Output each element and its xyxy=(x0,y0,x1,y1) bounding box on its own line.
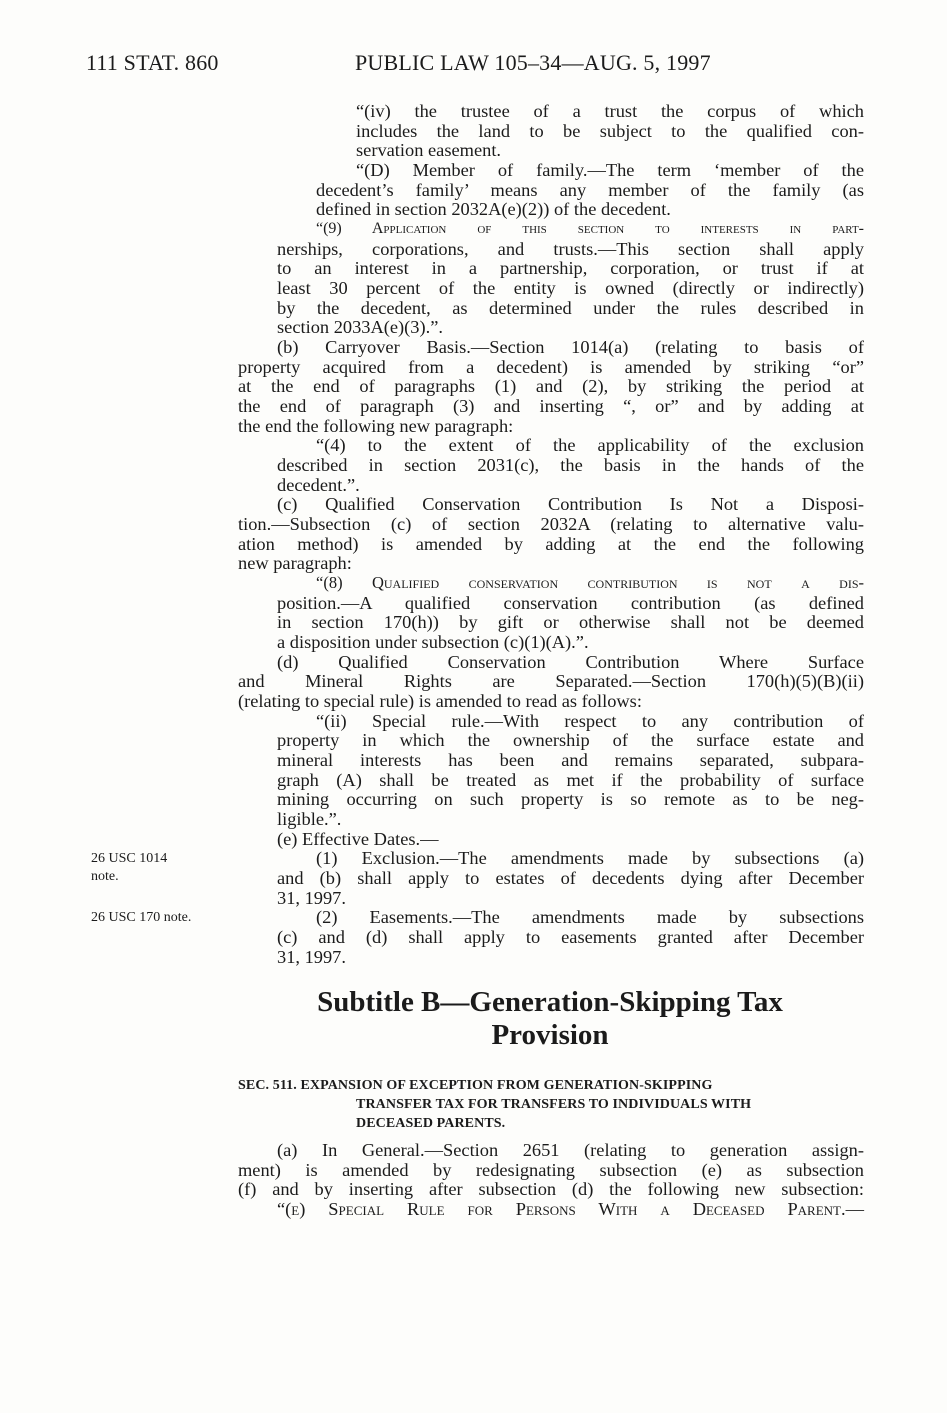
text-line: property acquired from a decedent) is amended by striking “or” xyxy=(238,357,864,377)
text-line: (d) Qualified Conservation Contribution Where Surface xyxy=(277,652,864,672)
text-line: mining occurring on such property is so remote as to be neg- xyxy=(277,789,864,809)
text-line: position.—A qualified conservation contribution (as defined xyxy=(277,593,864,613)
text-line: defined in section 2032A(e)(2)) of the decedent. xyxy=(316,199,671,219)
text-line: (f) and by inserting after subsection (d) the following new subsection: xyxy=(238,1179,864,1199)
text-line: (relating to special rule) is amended to read as follows: xyxy=(238,691,642,711)
section-heading-continued: TRANSFER TAX FOR TRANSFERS TO INDIVIDUALS WITH xyxy=(356,1097,752,1112)
section-heading-continued: DECEASED PARENTS. xyxy=(356,1116,506,1131)
page-reference: 111 STAT. 860 xyxy=(86,50,219,75)
text-line: ligible.”. xyxy=(277,809,342,829)
text-line: and (b) shall apply to estates of decedents dying after December xyxy=(277,868,864,888)
text-line: least 30 percent of the entity is owned (directly or indirectly) xyxy=(277,278,864,298)
running-title: PUBLIC LAW 105–34—AUG. 5, 1997 xyxy=(355,50,711,75)
text-line: (c) Qualified Conservation Contribution Is Not a Disposi- xyxy=(277,494,864,514)
subtitle-heading: Subtitle B—Generation-Skipping Tax xyxy=(317,986,783,1018)
text-line: “(D) Member of family.—The term ‘member of the xyxy=(356,160,864,180)
text-line: and Mineral Rights are Separated.—Section 170(h)(5)(B)(ii) xyxy=(238,671,864,691)
text-line: graph (A) shall be treated as met if the probability of surface xyxy=(277,770,864,790)
text-line: “(e) Special Rule for Persons With a Deceased Parent.— xyxy=(277,1199,864,1219)
text-line: (e) Effective Dates.— xyxy=(277,829,439,849)
text-line: ment) is amended by redesignating subsection (e) as subsection xyxy=(238,1160,864,1180)
text-line: section 2033A(e)(3).”. xyxy=(277,317,443,337)
text-line: (2) Easements.—The amendments made by subsections xyxy=(316,907,864,927)
margin-note: note. xyxy=(91,869,119,884)
text-line: “(9) Application of this section to interests in part- xyxy=(316,220,864,237)
text-line: new paragraph: xyxy=(238,553,352,573)
text-line: nerships, corporations, and trusts.—This section shall apply xyxy=(277,239,864,259)
text-line: 31, 1997. xyxy=(277,888,346,908)
text-line: to an interest in a partnership, corporation, or trust if at xyxy=(277,258,864,278)
text-line: tion.—Subsection (c) of section 2032A (relating to alternative valu- xyxy=(238,514,864,534)
section-heading: SEC. 511. EXPANSION OF EXCEPTION FROM GENERATION-SKIPPING xyxy=(238,1078,713,1093)
text-line: ation method) is amended by adding at the end the following xyxy=(238,534,864,554)
text-line: 31, 1997. xyxy=(277,947,346,967)
text-line: in section 170(h)) by gift or otherwise shall not be deemed xyxy=(277,612,864,632)
text-line: servation easement. xyxy=(356,140,502,160)
text-line: “(ii) Special rule.—With respect to any contribution of xyxy=(316,711,864,731)
text-line: “(8) Qualified conservation contribution is not a dis- xyxy=(316,573,864,592)
text-line: (a) In General.—Section 2651 (relating to generation assign- xyxy=(277,1140,864,1160)
text-line: by the decedent, as determined under the rules described in xyxy=(277,298,864,318)
text-line: (c) and (d) shall apply to easements granted after December xyxy=(277,927,864,947)
text-line: a disposition under subsection (c)(1)(A).”. xyxy=(277,632,589,652)
text-line: “(4) to the extent of the applicability of the exclusion xyxy=(316,435,864,455)
text-line: (1) Exclusion.—The amendments made by subsections (a) xyxy=(316,848,864,868)
text-line: (b) Carryover Basis.—Section 1014(a) (relating to basis of xyxy=(277,337,864,357)
text-line: “(iv) the trustee of a trust the corpus of which xyxy=(356,101,864,121)
margin-note: 26 USC 1014 xyxy=(91,851,168,866)
subtitle-heading-continued: Provision xyxy=(491,1019,609,1051)
text-line: the end the following new paragraph: xyxy=(238,416,514,436)
text-line: decedent.”. xyxy=(277,475,360,495)
text-line: mineral interests has been and remains separated, subpara- xyxy=(277,750,864,770)
text-line: at the end of paragraphs (1) and (2), by striking the period at xyxy=(238,376,864,396)
text-line: the end of paragraph (3) and inserting “, or” and by adding at xyxy=(238,396,864,416)
text-line: decedent’s family’ means any member of the family (as xyxy=(316,180,864,200)
text-line: described in section 2031(c), the basis in the hands of the xyxy=(277,455,864,475)
text-line: property in which the ownership of the surface estate and xyxy=(277,730,864,750)
margin-note: 26 USC 170 note. xyxy=(91,910,192,925)
text-line: includes the land to be subject to the qualified con- xyxy=(356,121,864,141)
